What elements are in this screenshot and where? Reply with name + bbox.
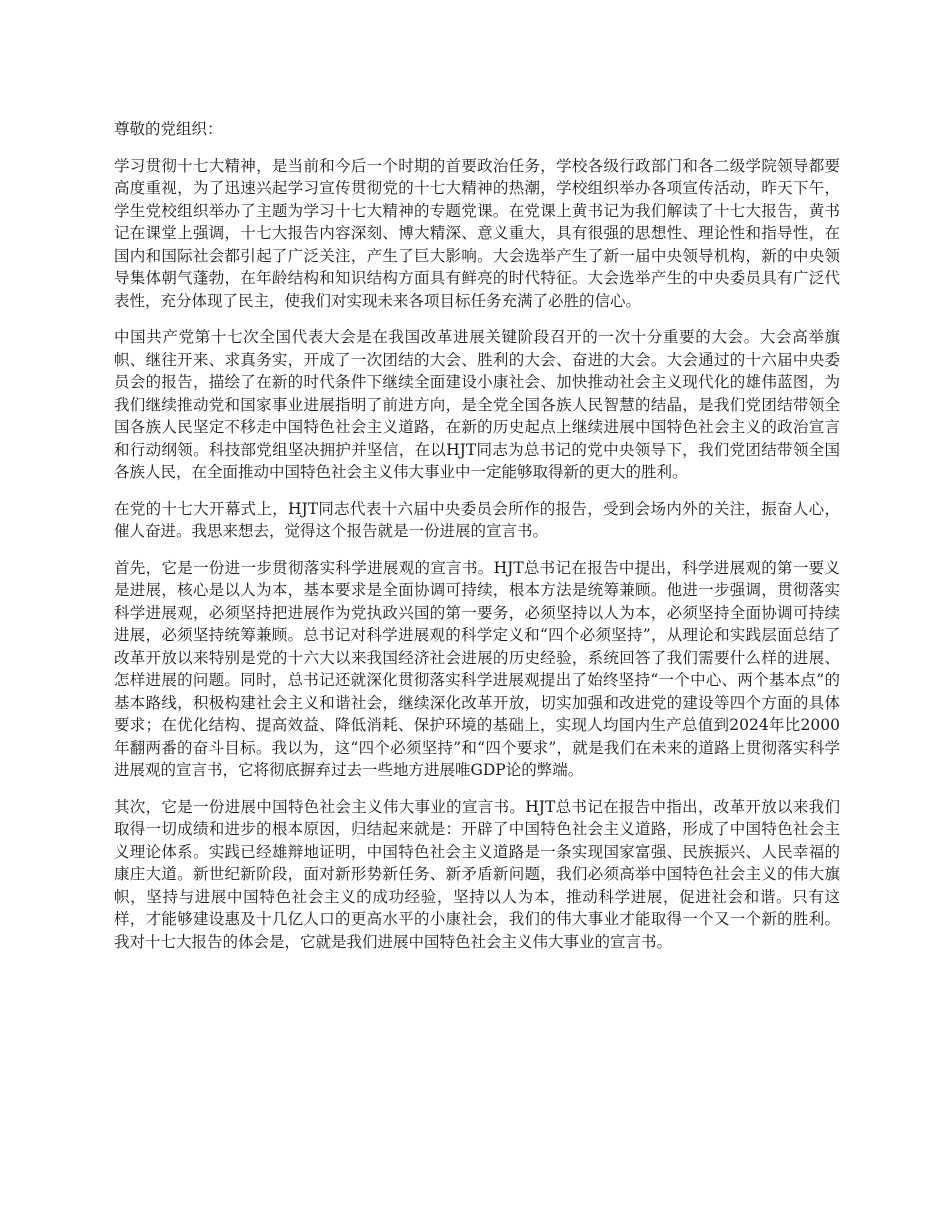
salutation: 尊敬的党组织： [114,120,223,138]
paragraph-4: 首先，它是一份进一步贯彻落实科学进展观的宣言书。HJT总书记在报告中提出，科学进展观的第一要义是进展，核心是以人为本，基本要求是全面协调可持续，根本方法是统筹兼顾。他进一步强调，贯彻落实科学进展观，必须坚持把进展作为党执政兴国的第一要务，必须坚持以人为本，必须坚持全面协调可持续进展，必须坚持统筹兼顾。总书记对科学进展观的科学定义和“四个必须坚持”，从理论和实践层面总结了改革开放以来特别是党的十六大以来我国经济社会进展的历史经验，系统回答了我们需要什么样的进展、怎样进展的问题。同时，总书记还就深化贯彻落实科学进展观提出了始终坚持“一个中心、两个基本点”的基本路线，积极构建社会主义和谐社会，继续深化改革开放，切实加强和改进党的建设等四个方面的具体要求；在优化结构、提高效益、降低消耗、保护环境的基础上，实现人均国内生产总值到2024年比2000年翻两番的奋斗目标。我以为，这“四个必须坚持”和“四个要求”，就是我们在未来的道路上贯彻落实科学进展观的宣言书，它将彻底摒弃过去一些地方进展唯GDP论的弊端。 [114,558,840,779]
paragraph-5: 其次，它是一份进展中国特色社会主义伟大事业的宣言书。HJT总书记在报告中指出，改革开放以来我们取得一切成绩和进步的根本原因，归结起来就是：开辟了中国特色社会主义道路，形成了中国特色社会主义理论体系。实践已经雄辩地证明，中国特色社会主义道路是一条实现国家富强、民族振兴、人民幸福的康庄大道。新世纪新阶段，面对新形势新任务、新矛盾新问题，我们必须高举中国特色社会主义的伟大旗帜，坚持与进展中国特色社会主义的成功经验，坚持以人为本，推动科学进展，促进社会和谐。只有这样，才能够建设惠及十几亿人口的更高水平的小康社会，我们的伟大事业才能取得一个又一个新的胜利。我对十七大报告的体会是，它就是我们进展中国特色社会主义伟大事业的宣言书。 [114,797,840,951]
paragraph-3: 在党的十七大开幕式上，HJT同志代表十六届中央委员会所作的报告，受到会场内外的关注，振奋人心，催人奋进。我思来想去，觉得这个报告就是一份进展的宣言书。 [114,499,840,540]
document-page [114,118,840,967]
paragraph-1: 学习贯彻十七大精神，是当前和今后一个时期的首要政治任务，学校各级行政部门和各二级学院领导都要高度重视，为了迅速兴起学习宣传贯彻党的十七大精神的热潮，学校组织举办各项宣传活动，昨天下午，学生党校组织举办了主题为学习十七大精神的专题党课。在党课上黄书记为我们解读了十七大报告，黄书记在课堂上强调，十七大报告内容深刻、博大精深、意义重大，具有很强的思想性、理论性和指导性，在国内和国际社会都引起了广泛关注，产生了巨大影响。大会选举产生了新一届中央领导机构，新的中央领导集体朝气蓬勃，在年龄结构和知识结构方面具有鲜亮的时代特征。大会选举产生的中央委员具有广泛代表性，充分体现了民主，使我们对实现未来各项目标任务充满了必胜的信心。 [114,156,840,310]
paragraph-2: 中国共产党第十七次全国代表大会是在我国改革进展关键阶段召开的一次十分重要的大会。大会高举旗帜、继往开来、求真务实，开成了一次团结的大会、胜利的大会、奋进的大会。大会通过的十六届中央委员会的报告，描绘了在新的时代条件下继续全面建设小康社会、加快推动社会主义现代化的雄伟蓝图，为我们继续推动党和国家事业进展指明了前进方向，是全党全国各族人民智慧的结晶，是我们党团结带领全国各族人民坚定不移走中国特色社会主义道路，在新的历史起点上继续进展中国特色社会主义的政治宣言和行动纲领。科技部党组坚决拥护并坚信，在以HJT同志为总书记的党中央领导下，我们党团结带领全国各族人民，在全面推动中国特色社会主义伟大事业中一定能够取得新的更大的胜利。 [114,328,840,481]
